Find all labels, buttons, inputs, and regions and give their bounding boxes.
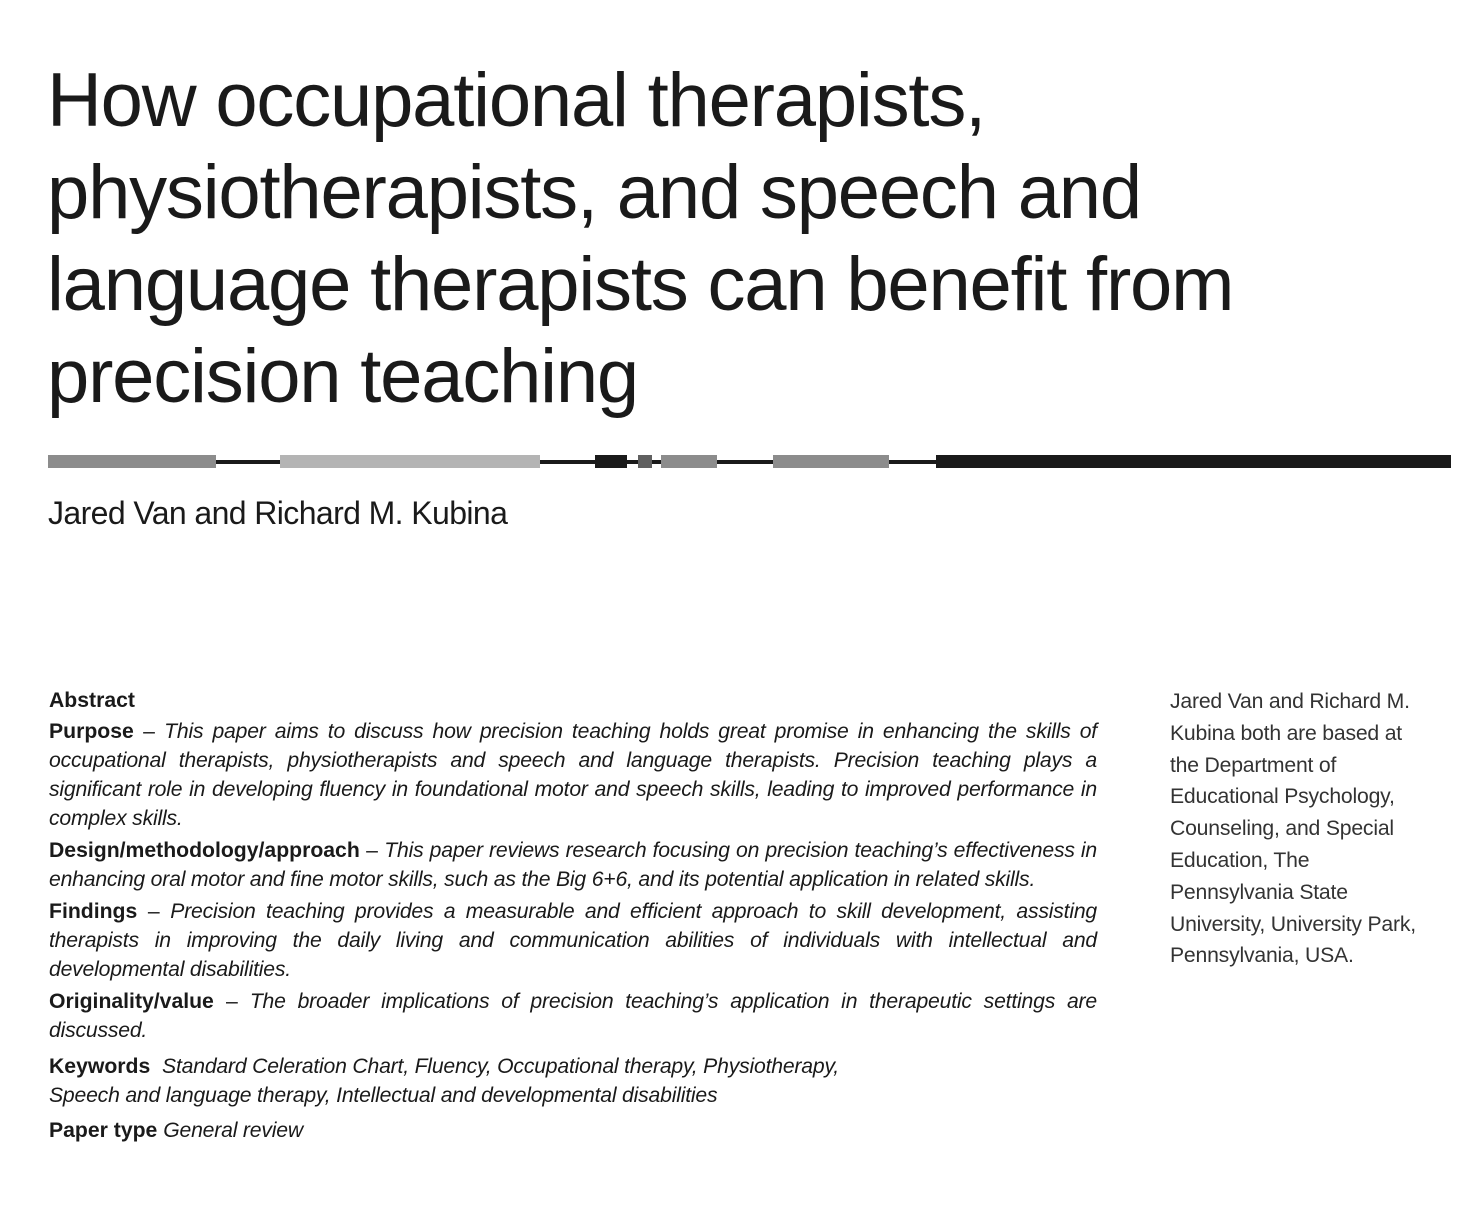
keywords-line: Speech and language therapy, Intellectual and developmental disabilities (49, 1084, 718, 1107)
rule-segment (661, 455, 717, 468)
author-affiliation (1170, 686, 1460, 972)
section-text: The broader implications of precision teaching’s application in therapeutic settings are discussed. (49, 990, 1097, 1042)
keywords-line: Standard Celeration Chart, Fluency, Occupational therapy, Physiotherapy, (162, 1055, 839, 1078)
section-label: Design/methodology/approach (49, 839, 360, 862)
decorative-rule (48, 455, 1451, 469)
affiliation-line: Counseling, and Special (1170, 817, 1394, 841)
affiliation-line: Education, The (1170, 848, 1310, 872)
abstract (49, 686, 1097, 1148)
section-text: This paper reviews research focusing on precision teaching’s effectiveness in enhancing oral motor and fine motor skills, such as the Big 6+6, and its potential application in related skills. (49, 839, 1097, 891)
paper-type-label: Paper type (49, 1119, 158, 1142)
title-line: precision teaching (47, 334, 639, 419)
title-line: How occupational therapists, (47, 58, 986, 143)
section-label: Findings (49, 900, 138, 923)
rule-segment (936, 455, 1451, 468)
rule-segment (48, 455, 216, 468)
affiliation-line: Educational Psychology, (1170, 785, 1395, 809)
title-line: language therapists can benefit from (47, 242, 1234, 327)
section-dash: – (213, 990, 250, 1013)
affiliation-line: the Department of (1170, 753, 1337, 777)
paper-title (47, 55, 1427, 423)
abstract-findings (49, 897, 1097, 984)
section-text: Precision teaching provides a measurable and efficient approach to skill development, assisting therapists in improving the daily living and communication abilities of individuals with intellectual and developmental disabilities. (49, 900, 1097, 981)
keywords-label: Keywords (49, 1055, 151, 1078)
rule-segment (280, 455, 540, 468)
rule-segment (638, 455, 652, 468)
title-line: physiotherapists, and speech and (47, 150, 1141, 235)
abstract-purpose (49, 717, 1097, 833)
abstract-design (49, 836, 1097, 894)
paper-type-value: General review (163, 1119, 303, 1142)
affiliation-line: Pennsylvania State (1170, 880, 1348, 904)
section-dash: – (133, 720, 165, 743)
abstract-originality (49, 987, 1097, 1045)
section-label: Purpose (49, 720, 134, 743)
keywords (49, 1052, 1097, 1110)
paper-type (49, 1116, 1097, 1145)
section-dash: – (359, 839, 385, 862)
affiliation-line: Jared Van and Richard M. (1170, 690, 1410, 713)
rule-segment (595, 455, 627, 468)
affiliation-line: Pennsylvania, USA. (1170, 944, 1354, 968)
author-list: Jared Van and Richard M. Kubina (48, 495, 508, 531)
affiliation-line: University, University Park, (1170, 912, 1416, 936)
section-label: Originality/value (49, 990, 214, 1013)
section-text: This paper aims to discuss how precision teaching holds great promise in enhancing the skills of occupational therapists, physiotherapists and speech and language therapists. Precision teaching plays a significant role in developing fluency in foundational motor and speech skills, leading to improved performance in complex skills. (49, 720, 1097, 830)
affiliation-line: Kubina both are based at (1170, 721, 1402, 745)
rule-segment (773, 455, 889, 468)
abstract-heading: Abstract (49, 689, 135, 712)
section-dash: – (137, 900, 171, 923)
